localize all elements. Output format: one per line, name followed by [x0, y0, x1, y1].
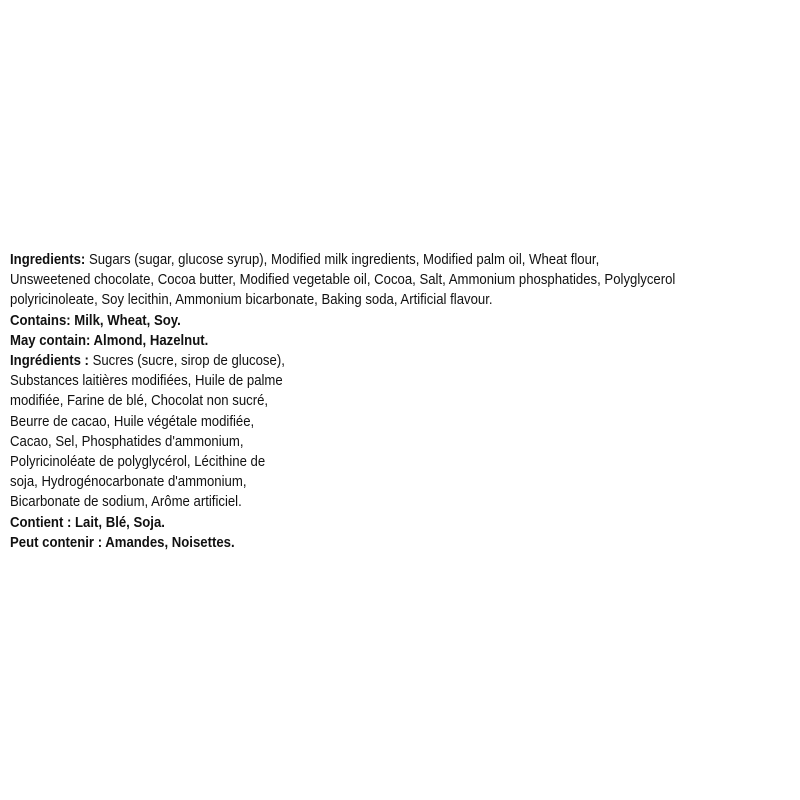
french-ingredients-line-4: Beurre de cacao, Huile végétale modifiée,: [10, 413, 255, 430]
english-ingredients-line-2: Unsweetened chocolate, Cocoa butter, Modified vegetable oil, Cocoa, Salt, Ammonium phosphatides, Polyglycerol: [10, 272, 676, 289]
english-ingredients-heading: Ingredients:: [10, 252, 86, 268]
english-ingredients-line-1: [10, 250, 735, 270]
french-ingredients-line-8: Bicarbonate de sodium, Arôme artificiel.: [10, 494, 242, 511]
french-ingredients-line-5: Cacao, Sel, Phosphatides d'ammonium,: [10, 433, 244, 450]
ingredient-label-panel: [10, 250, 735, 553]
english-ingredients-text-1: Sugars (sugar, glucose syrup), Modified milk ingredients, Modified palm oil, Wheat flour,: [88, 252, 600, 268]
english-ingredients-line-3: polyricinoleate, Soy lecithin, Ammonium bicarbonate, Baking soda, Artificial flavour.: [10, 292, 493, 309]
english-may-contain-statement: May contain: Almond, Hazelnut.: [10, 332, 209, 349]
french-contains-statement: Contient : Lait, Blé, Soja.: [10, 514, 165, 531]
french-ingredients-line-6: Polyricinoléate de polyglycérol, Lécithine de: [10, 454, 266, 471]
french-may-contain-statement: Peut contenir : Amandes, Noisettes.: [10, 534, 235, 551]
french-ingredients-text-1: Sucres (sucre, sirop de glucose),: [92, 353, 285, 370]
french-ingredients-line-1: [10, 351, 735, 371]
french-ingredients-heading: Ingrédients :: [10, 353, 89, 370]
french-ingredients-line-2: Substances laitières modifiées, Huile de palme: [10, 373, 283, 390]
french-ingredients-line-3: modifiée, Farine de blé, Chocolat non sucré,: [10, 393, 269, 410]
english-contains-statement: Contains: Milk, Wheat, Soy.: [10, 312, 181, 329]
french-ingredients-line-7: soja, Hydrogénocarbonate d'ammonium,: [10, 474, 247, 491]
